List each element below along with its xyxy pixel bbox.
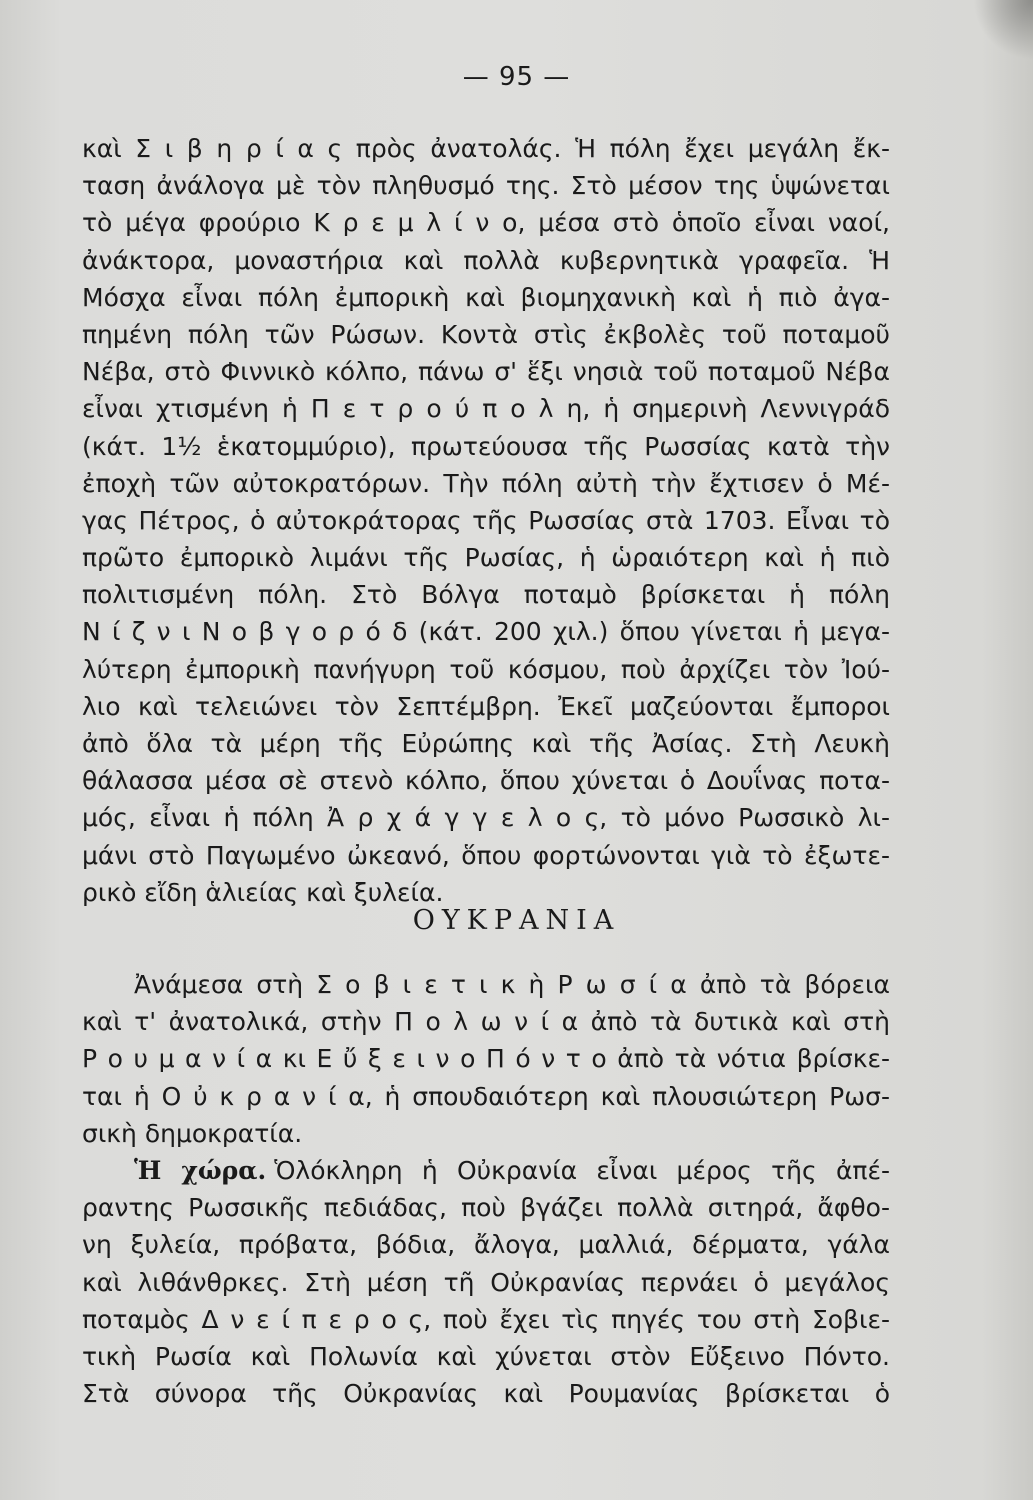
text-line: εἶναι χτισμένη ἡ Π ε τ ρ ο ύ π ο λ η, ἡ σημερινὴ Λεννιγράδ <box>82 394 890 424</box>
text-line: πρῶτο ἐμπορικὸ λιμάνι τῆς Ρωσίας, ἡ ὡραιότερη καὶ ἡ πιὸ <box>82 543 890 573</box>
text-line: ποταμὸς Δ ν ε ί π ε ρ ο ς, ποὺ ἔχει τὶς πηγές του στὴ Σοβιε- <box>82 1304 890 1334</box>
text-line: Ν ί ζ ν ι Ν ο β γ ο ρ ό δ (κάτ. 200 χιλ.) ὅπου γίνεται ἡ μεγα- <box>82 617 890 647</box>
text-line: λιο καὶ τελειώνει τὸν Σεπτέμβρη. Ἐκεῖ μαζεύονται ἔμποροι <box>82 691 890 721</box>
text-line: (κάτ. 1½ ἑκατομμύριο), πρωτεύουσα τῆς Ρωσσίας κατὰ τὴν <box>82 431 890 461</box>
text-line: νη ξυλεία, πρόβατα, βόδια, ἄλογα, μαλλιά, δέρματα, γάλα <box>82 1230 890 1260</box>
section-title: ΟΥΚΡΑΝΙΑ <box>412 905 621 936</box>
text-line: λύτερη ἐμπορικὴ πανήγυρη τοῦ κόσμου, ποὺ ἀρχίζει τὸν Ἰού- <box>82 654 890 684</box>
text-line: Νέβα, στὸ Φιννικὸ κόλπο, πάνω σ' ἕξι νησιὰ τοῦ ποταμοῦ Νέβα <box>82 357 890 387</box>
text-line: ρικὸ εἴδη ἁλιείας καὶ ξυλεία. <box>82 877 444 907</box>
text-line: καὶ τ' ἀνατολικά, στὴν Π ο λ ω ν ί α ἀπὸ τὰ δυτικὰ καὶ στὴ <box>82 1007 890 1037</box>
text-line: θάλασσα μέσα σὲ στενὸ κόλπο, ὅπου χύνεται ὁ Δουΐνας ποτα- <box>82 766 890 796</box>
text-line: γας Πέτρος, ὁ αὐτοκράτορας τῆς Ρωσσίας στὰ 1703. Εἶναι τὸ <box>82 505 890 535</box>
text-line: σικὴ δημοκρατία. <box>82 1118 303 1148</box>
text-line: πολιτισμένη πόλη. Στὸ Βόλγα ποταμὸ βρίσκεται ἡ πόλη <box>82 580 890 610</box>
text-line: ἀπὸ ὅλα τὰ μέρη τῆς Εὐρώπης καὶ τῆς Ἀσίας. Στὴ Λευκὴ <box>82 729 890 758</box>
text-line: Ἀνάμεσα στὴ Σ ο β ι ε τ ι κ ὴ Ρ ω σ ί α ἀπὸ τὰ βόρεια <box>134 970 890 999</box>
paragraph-russia-cities <box>82 130 890 911</box>
text-line: Μόσχα εἶναι πόλη ἐμπορικὴ καὶ βιομηχανικὴ καὶ ἡ πιὸ ἀγα- <box>82 282 890 312</box>
text-line: καὶ Σ ι β η ρ ί α ς πρὸς ἀνατολάς. Ἡ πόλη ἔχει μεγάλη ἔκ- <box>82 134 890 163</box>
text-line: Ρ ο υ μ α ν ί α κι Ε ὔ ξ ε ι ν ο Π ό ν τ ο ἀπὸ τὰ νότια βρίσκε- <box>82 1044 890 1074</box>
text-line: ταση ἀνάλογα μὲ τὸν πληθυσμό της. Στὸ μέσον της ὑψώνεται <box>82 171 890 201</box>
text-line: καὶ λιθάνθρκες. Στὴ μέση τῆ Οὐκρανίας περνάει ὁ μεγάλος <box>82 1267 890 1297</box>
text-line: τικὴ Ρωσία καὶ Πολωνία καὶ χύνεται στὸν Εὔξεινο Πόντο. <box>82 1341 890 1371</box>
paragraph-first-line <box>82 1152 890 1189</box>
text-line: ραντης Ρωσσικῆς πεδιάδας, ποὺ βγάζει πολλὰ σιτηρά, ἄφθο- <box>82 1193 890 1223</box>
paragraph-lead-term: Ἡ χώρα. <box>134 1155 267 1185</box>
text-line: μός, εἶναι ἡ πόλη Ἀ ρ χ ά γ γ ε λ ο ς, τὸ μόνο Ρωσσικὸ λι- <box>82 803 890 833</box>
page-number: — 95 — <box>462 62 571 92</box>
text-line: τὸ μέγα φρούριο Κ ρ ε μ λ ί ν ο, μέσα στὸ ὁποῖο εἶναι ναοί, <box>82 208 890 238</box>
text-line: πημένη πόλη τῶν Ρώσων. Κοντὰ στὶς ἐκβολὲς τοῦ ποταμοῦ <box>82 319 890 349</box>
text-line: ται ἡ Ο ὐ κ ρ α ν ί α, ἡ σπουδαιότερη καὶ πλουσιώτερη Ρωσ- <box>82 1081 890 1111</box>
text-line-rest: Ὁλόκληρη ἡ Οὐκρανία εἶναι μέρος τῆς ἀπέ- <box>274 1155 891 1185</box>
text-line: μάνι στὸ Παγωμένο ὠκεανό, ὅπου φορτώνονται γιὰ τὸ ἐξωτε- <box>82 840 890 870</box>
text-line: ἀνάκτορα, μοναστήρια καὶ πολλὰ κυβερνητικὰ γραφεῖα. Ἡ <box>82 245 890 275</box>
text-line: Στὰ σύνορα τῆς Οὐκρανίας καὶ Ρουμανίας βρίσκεται ὁ <box>82 1379 890 1409</box>
text-line: ἐποχὴ τῶν αὐτοκρατόρων. Τὴν πόλη αὐτὴ τὴν ἔχτισεν ὁ Μέ- <box>82 468 890 498</box>
page-corner-shadow <box>973 0 1033 60</box>
section-ukraine <box>82 966 890 1412</box>
